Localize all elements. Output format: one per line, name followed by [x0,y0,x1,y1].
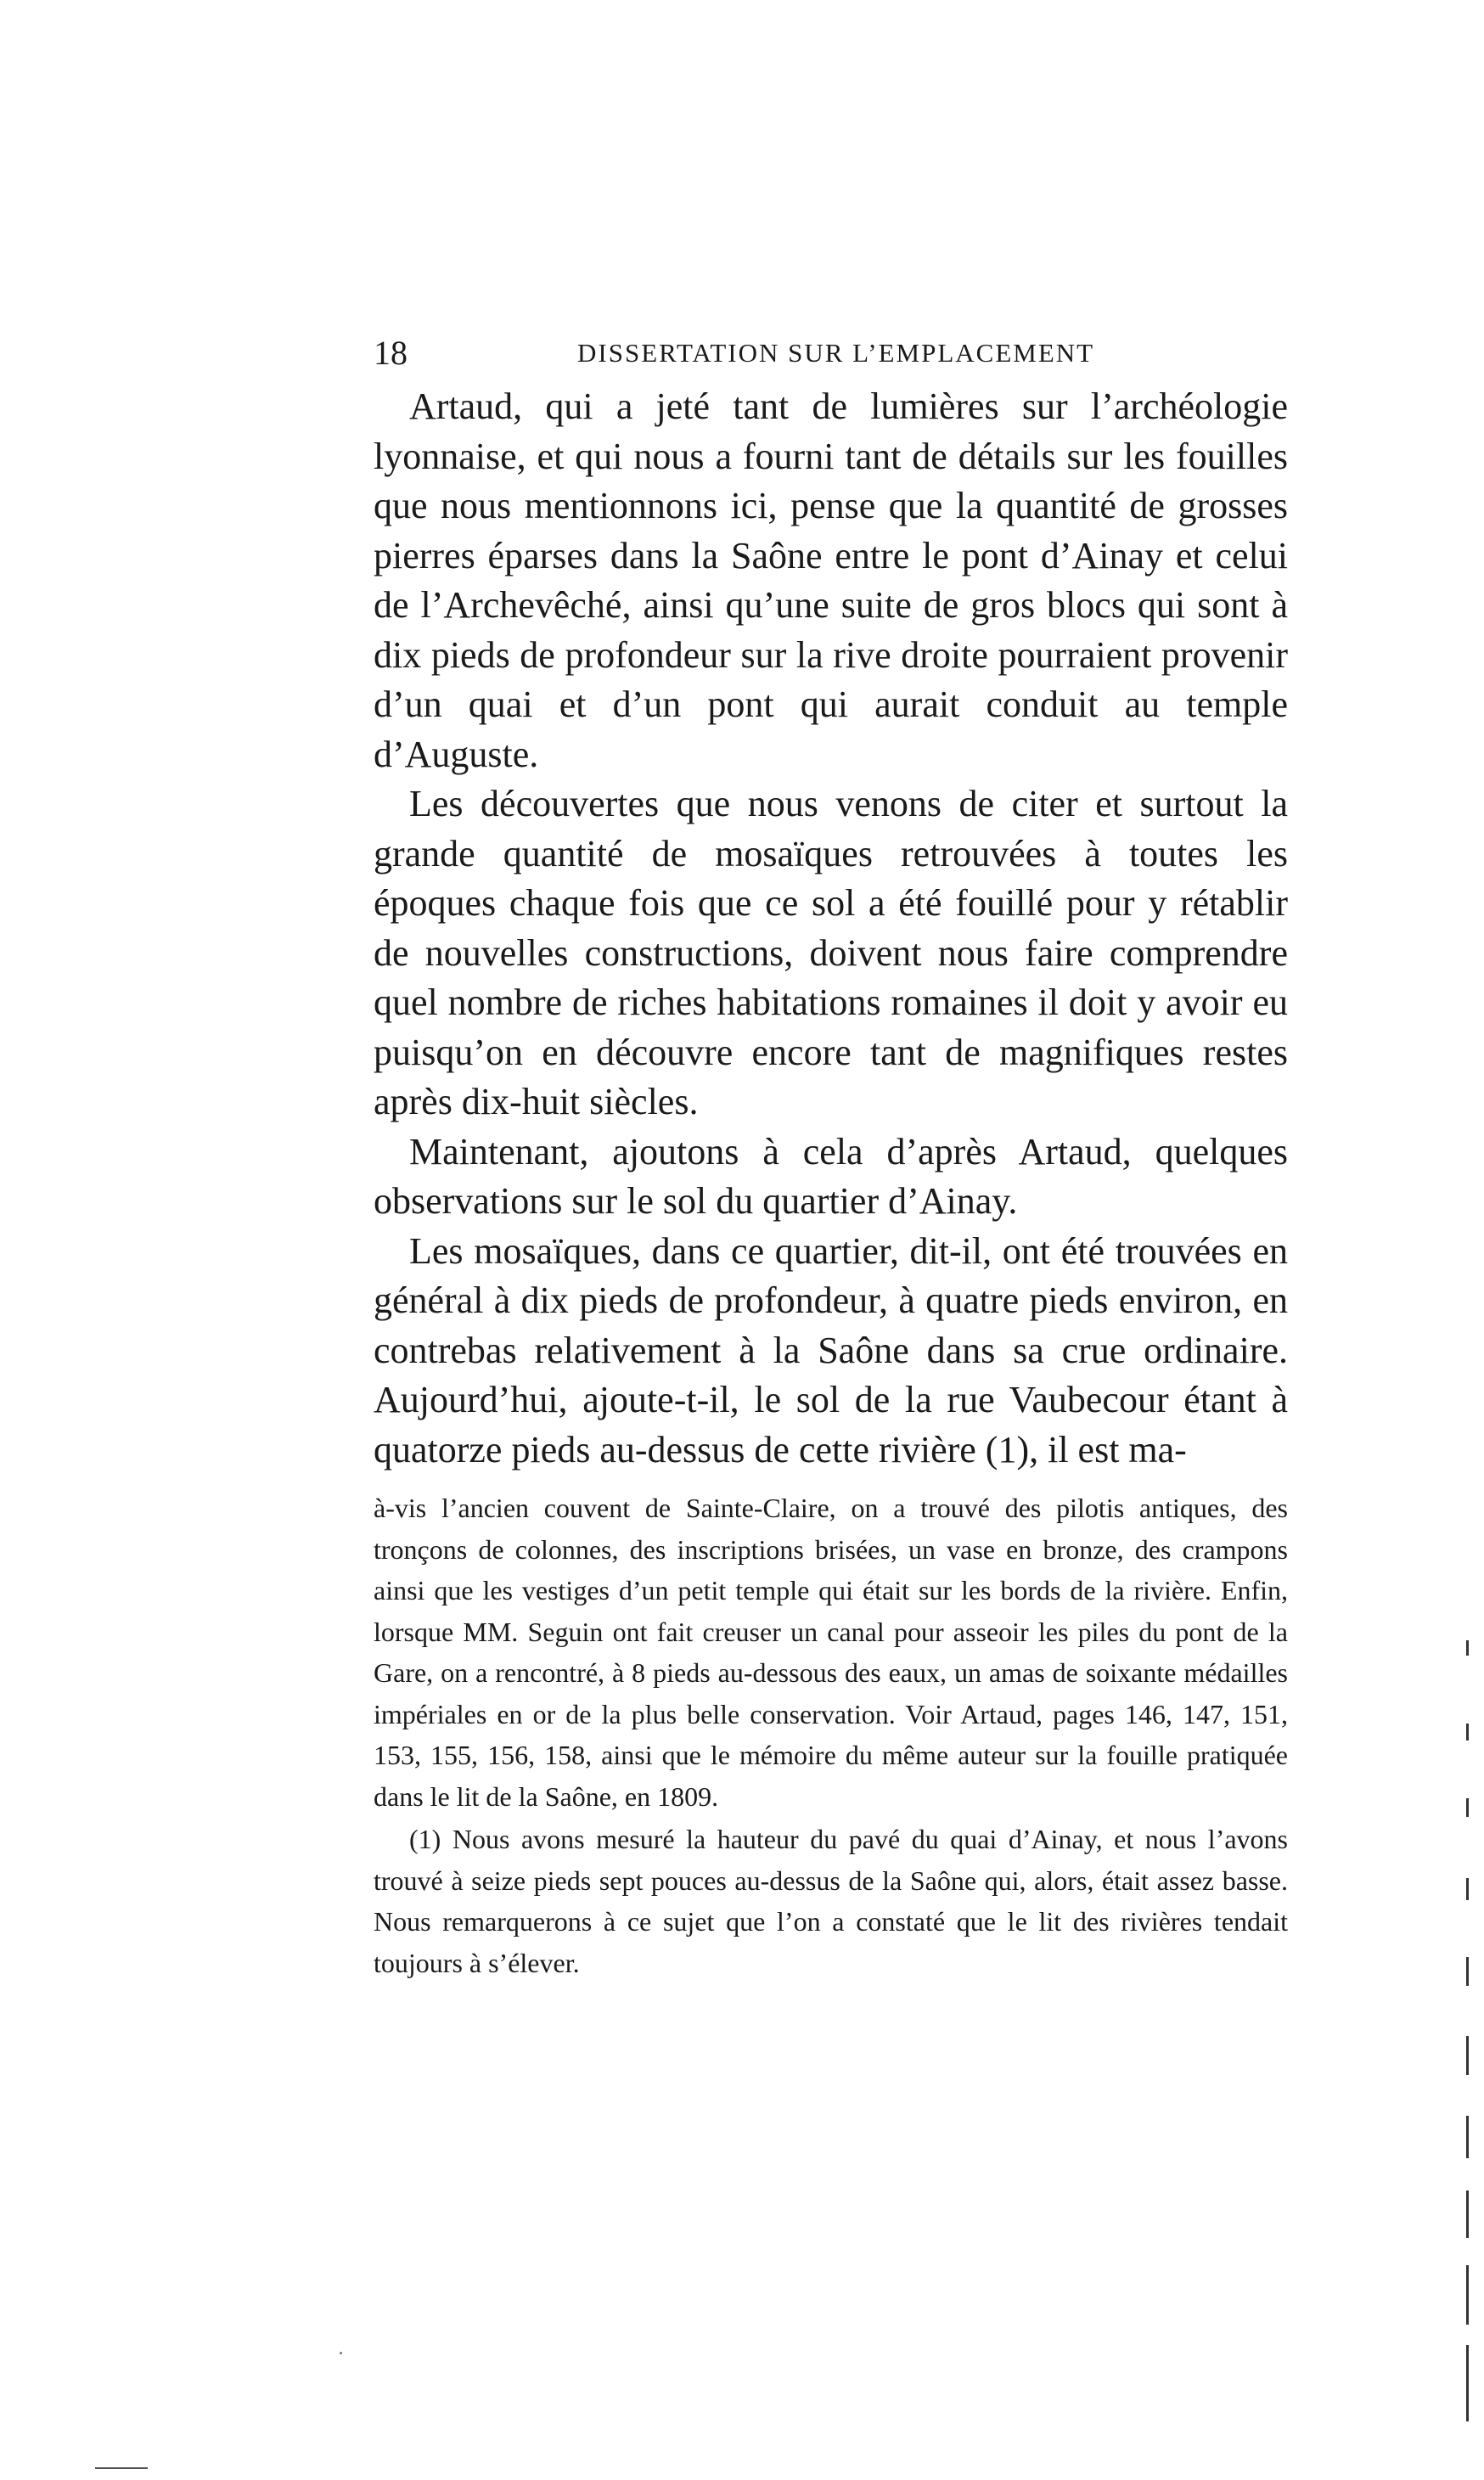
margin-mark [1466,2036,1469,2075]
main-text [374,382,1288,1475]
margin-mark [1466,2265,1469,2325]
margin-mark [1466,2190,1469,2238]
footnote-continuation: à-vis l’ancien couvent de Sainte-Claire, on a trouvé des pilotis antiques, des tronçons de colonnes, des inscriptions brisées, un vase en bronze, des crampons ainsi que les vestiges d’un petit temple qui était sur les bords de la rivière. Enfin, lorsque MM. Seguin ont fait creuser un canal pour asseoir les piles du pont de la Gare, on a rencontré, à 8 pieds au-dessous des eaux, un amas de soixante médailles impériales en or de la plus belle conservation. Voir Artaud, pages 146, 147, 151, 153, 155, 156, 158, ainsi que le mémoire du même auteur sur la fouille pratiquée dans le lit de la Saône, en 1809. [374,1493,1288,1812]
margin-mark [1466,2345,1469,2421]
paragraph-maintenant: Maintenant, ajoutons à cela d’après Artaud, quelques observations sur le sol du quartier d’Ainay. [374,1130,1288,1222]
footnotes [374,1487,1288,1983]
page-header [374,333,1290,375]
margin-mark [1466,2116,1469,2158]
margin-mark [1466,1724,1469,1740]
running-title: DISSERTATION SUR L’EMPLACEMENT [577,338,1095,368]
margin-mark [1466,1957,1469,1986]
footnote-1: (1) Nous avons mesuré la hauteur du pavé du quai d’Ainay, et nous l’avons trouvé à seize pieds sept pouces au-dessus de la Saône qui, alors, était assez basse. Nous remarquerons à ce sujet que l’on a constaté que le lit des rivières tendait toujours à s’élever. [374,1824,1288,1978]
paragraph-decouvertes: Les découvertes que nous venons de citer et surtout la grande quantité de mosaïques retrouvées à toutes les époques chaque fois que ce sol a été fouillé pour y rétablir de nouvelles constructions, doivent nous faire comprendre quel nombre de riches habitations romaines il doit y avoir eu puisqu’on en découvre encore tant de magnifiques restes après dix-huit siècles. [374,783,1288,1122]
margin-mark [1466,1640,1469,1656]
margin-mark [1466,1878,1469,1900]
scan-edge-mark [95,2467,148,2469]
margin-mark [1466,1798,1469,1817]
page-number: 18 [374,334,408,372]
paragraph-mosaiques: Les mosaïques, dans ce quartier, dit-il, ont été trouvées en général à dix pieds de profondeur, à quatre pieds environ, en contrebas relativement à la Saône dans sa crue ordinaire. Aujourd’hui, ajoute-t-il, le sol de la rue Vaubecour étant à quatorze pieds au-dessus de cette rivière (1), il est ma- [374,1229,1288,1471]
scan-speck [340,2352,342,2354]
paragraph-artaud: Artaud, qui a jeté tant de lumières sur l’archéologie lyonnaise, et qui nous a fourni tant de détails sur les fouilles que nous mentionnons ici, pense que la quantité de grosses pierres éparses dans la Saône entre le pont d’Ainay et celui de l’Archevêché, ainsi qu’une suite de gros blocs qui sont à dix pieds de profondeur sur la rive droite pourraient provenir d’un quai et d’un pont qui aurait conduit au temple d’Auguste. [374,385,1288,775]
